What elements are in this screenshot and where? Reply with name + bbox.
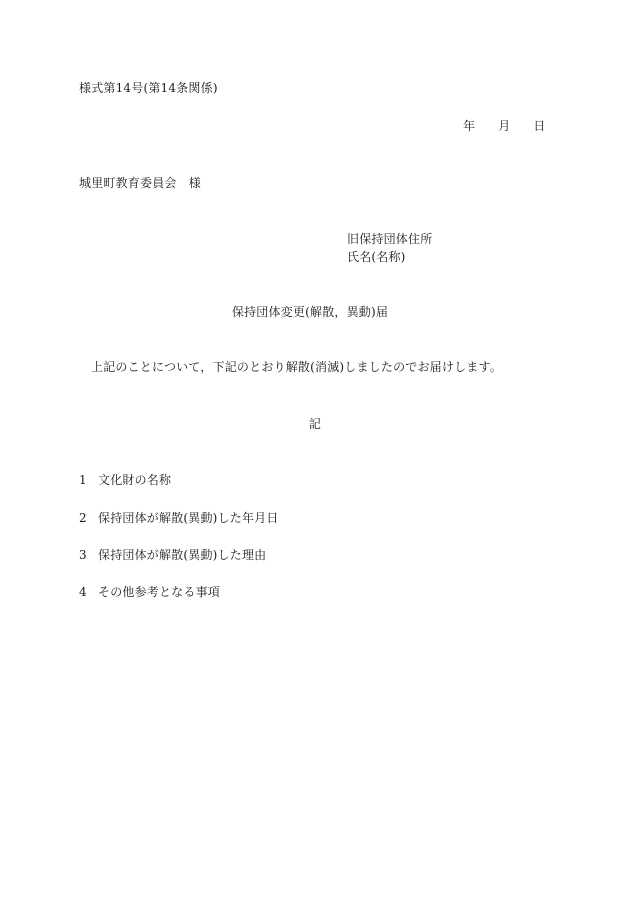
item-label: 保持団体が解散(異動)した年月日: [98, 511, 279, 525]
date-month-label: 月: [498, 119, 511, 133]
item-number: 1: [79, 473, 87, 487]
item-number: 3: [79, 548, 87, 562]
ki-heading: 記: [308, 417, 322, 431]
recipient: 城里町教育委員会 様: [79, 176, 202, 190]
item-label: 文化財の名称: [98, 473, 172, 487]
list-item: [79, 584, 220, 600]
date-line: [463, 118, 546, 134]
list-item: [79, 472, 171, 488]
name-label: 氏名(名称): [347, 250, 406, 264]
form-number: 様式第14号(第14条関係): [79, 81, 218, 95]
item-number: 4: [79, 585, 87, 599]
document-title: 保持団体変更(解散，異動)届: [231, 305, 389, 319]
date-day-label: 日: [533, 119, 546, 133]
list-item: [79, 510, 279, 526]
body-text: 上記のことについて，下記のとおり解散(消滅)しましたのでお届けします。: [91, 360, 502, 374]
item-label: 保持団体が解散(異動)した理由: [98, 548, 267, 562]
old-address-label: 旧保持団体住所: [347, 232, 433, 246]
item-label: その他参考となる事項: [98, 585, 221, 599]
list-item: [79, 547, 266, 563]
date-year-label: 年: [463, 119, 476, 133]
item-number: 2: [79, 511, 87, 525]
